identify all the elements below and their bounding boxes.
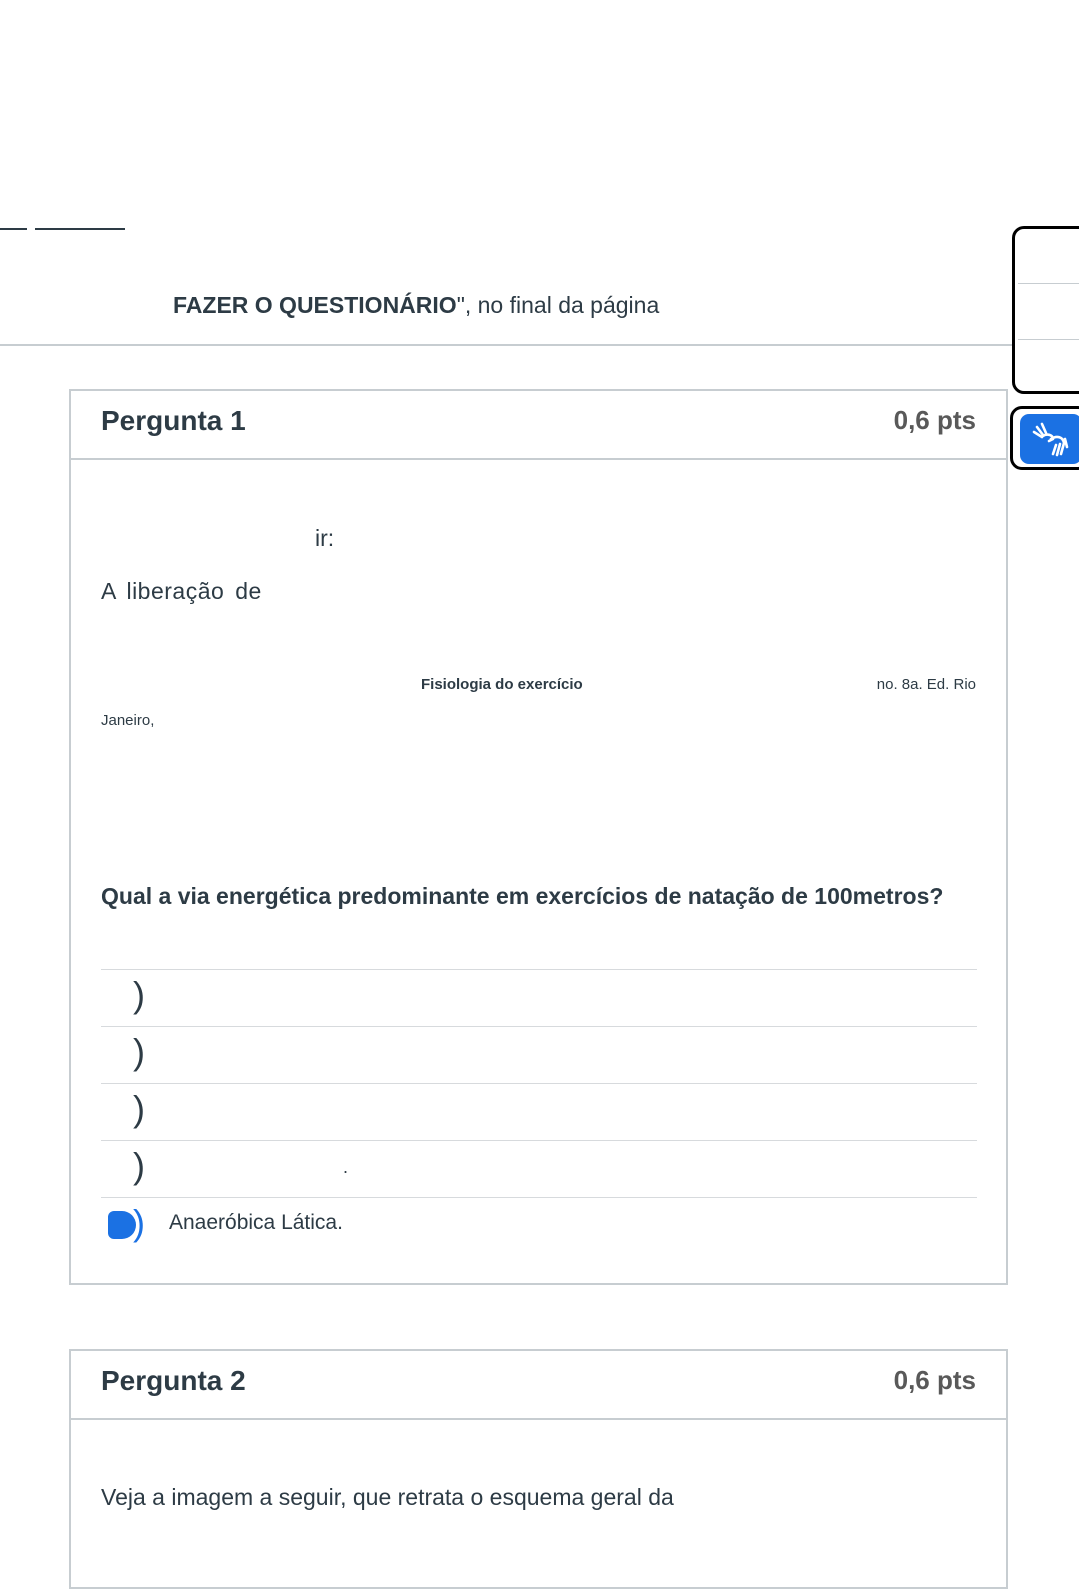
instruction-rest: ", no final da página	[456, 292, 660, 318]
divider	[101, 969, 977, 970]
question-title: Pergunta 1	[101, 405, 246, 436]
divider	[101, 1197, 977, 1198]
divider	[101, 1083, 977, 1084]
side-menu-panel[interactable]	[1012, 226, 1079, 394]
divider	[1018, 339, 1079, 340]
reference-city: Janeiro,	[101, 712, 155, 729]
divider	[0, 344, 1012, 346]
question-title: Pergunta 2	[101, 1365, 246, 1396]
radio-button-selected[interactable]	[108, 1211, 136, 1239]
question-header	[71, 1351, 1006, 1420]
header-underline	[35, 228, 125, 230]
question-paragraph: Veja a imagem a seguir, que retrata o esquema geral da	[101, 1484, 674, 1510]
radio-button[interactable]: )	[133, 974, 145, 1015]
question-prompt: Qual a via energética predominante em exercícios de natação de 100metros?	[101, 883, 944, 909]
question-card	[69, 389, 1008, 1285]
vlibras-widget[interactable]	[1010, 406, 1079, 470]
quiz-instructions	[173, 292, 659, 319]
vlibras-button[interactable]	[1020, 414, 1079, 464]
question-header	[71, 391, 1006, 460]
question-card	[69, 1349, 1008, 1589]
reference-edition: no. 8a. Ed. Rio	[876, 676, 976, 693]
divider	[1018, 283, 1079, 284]
question-paragraph: A liberação de	[101, 578, 262, 604]
answer-label: Anaeróbica Lática.	[169, 1211, 343, 1234]
instruction-bold: FAZER O QUESTIONÁRIO	[173, 292, 457, 318]
reference-title: Fisiologia do exercício	[421, 676, 583, 693]
question-points: 0,6 pts	[893, 1365, 976, 1395]
radio-button[interactable]: )	[133, 1145, 145, 1186]
hand-sign-icon	[1031, 421, 1071, 457]
divider	[101, 1140, 977, 1141]
radio-button[interactable]: )	[133, 1031, 145, 1072]
radio-bracket: )	[133, 1202, 145, 1243]
question-points: 0,6 pts	[893, 405, 976, 435]
question-text-fragment: ir:	[315, 525, 335, 551]
divider	[101, 1026, 977, 1027]
radio-button[interactable]: )	[133, 1088, 145, 1129]
header-underline	[0, 228, 27, 230]
answer-label: .	[343, 1157, 349, 1177]
